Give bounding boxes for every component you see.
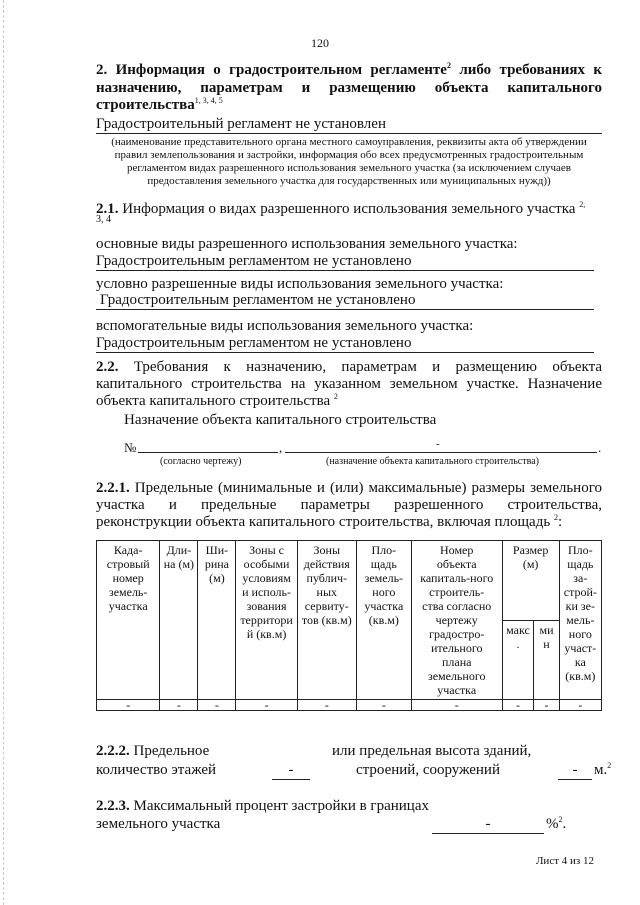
purpose-end: .: [598, 440, 602, 455]
table-header-row: [97, 541, 602, 621]
binding-margin: [3, 0, 18, 905]
section-2-2-1-line-1: 2.2.1. Предельные (минимальные и (или) максимальные) размеры земельного: [96, 480, 602, 496]
table-cell: -: [198, 700, 236, 711]
height-value: -: [558, 762, 592, 780]
building-percent-value: -: [432, 816, 544, 834]
section-2-2-2-mid-2: строений, сооружений: [356, 762, 500, 778]
section-2-title-line-3: строительства$^{1, 3, 4, 5}$: [96, 96, 223, 113]
section-2-1-title: 2.1. Информация о видах разрешенного использования земельного участка $^{2,}$: [96, 200, 586, 217]
table-cell: -: [502, 700, 534, 711]
regulation-value: Градостроительный регламент не установлен: [96, 116, 602, 134]
sheet-footer: Лист 4 из 12: [535, 855, 594, 867]
header-zones-easement: Зоны действия публич- ных сервиту- тов (кв.м): [297, 541, 356, 700]
header-size: Размер (м): [502, 541, 559, 621]
parameters-table: [96, 540, 602, 711]
section-2-2-2-mid-1: или предельная высота зданий,: [332, 743, 532, 759]
section-2-2-text: 2.2. Требования к назначению, параметрам и размещению объекта капитального строительства на указанном земельном участке. Назначение объекта капитального строительства $^2$: [96, 359, 602, 409]
header-length: Дли- на (м): [160, 541, 198, 700]
purpose-dash: -: [436, 438, 440, 450]
header-cadastral: Када- стровый номер земель- участка: [97, 541, 160, 700]
drawing-number-line: [138, 452, 278, 453]
section-2-2-3-label-2: земельного участка: [96, 816, 221, 832]
height-unit: м.$^2$: [594, 761, 612, 778]
table-cell: -: [97, 700, 160, 711]
header-width: Ши- рина (м): [198, 541, 236, 700]
table-cell: -: [236, 700, 297, 711]
caption-purpose: (назначение объекта капитального строительства): [326, 456, 539, 467]
table-cell: -: [356, 700, 411, 711]
section-2-title-line-2: назначению, параметрам и размещению объекта капитального: [96, 80, 602, 96]
section-2-title-line-1: 2. Информация о градостроительном регламенте$^2$ либо требованиях к: [96, 61, 603, 78]
table-cell: -: [534, 700, 559, 711]
header-zones-special: Зоны с особыми условиям и исполь- зования территори й (кв.м): [236, 541, 297, 700]
floors-value: -: [272, 762, 310, 780]
purpose-line: [285, 452, 597, 453]
regulation-note: (наименование представительного органа местного самоуправления, реквизиты акта об утверждении правил землепользования и застройки, информация обо всех предусмотренных градостроительным регламентом видах разрешенного использования земельного участка (за исключением случаев предоставления земельного участка для государственных или муниципальных нужд)): [111, 136, 587, 187]
main-uses-value: Градостроительным регламентом не установлено: [96, 253, 594, 271]
section-2-2-1-line-3: реконструкции объекта капитального строительства, включая площадь $^2$:: [96, 513, 563, 530]
auxiliary-uses-label: вспомогательные виды использования земельного участка:: [96, 318, 474, 334]
table-row: [97, 700, 602, 711]
header-min: ми н: [534, 620, 559, 700]
auxiliary-uses-value: Градостроительным регламентом не установлено: [96, 335, 594, 353]
conditional-uses-value: Градостроительным регламентом не установлено: [96, 292, 594, 310]
page-number: 120: [311, 36, 329, 50]
header-object-number: Номер объекта капиталь-ного строитель- ства согласно чертежу градостро- ительного плана земельного участка: [411, 541, 502, 700]
table-cell: -: [160, 700, 198, 711]
section-2-2-1-line-2: участка и предельные параметры разрешенного строительства,: [96, 497, 602, 513]
header-built-area: Пло- щадь за- строй- ки зе- мель- ного участ- ка (кв.м): [559, 541, 601, 700]
header-max: макс .: [502, 620, 534, 700]
main-uses-label: основные виды разрешенного использования земельного участка:: [96, 236, 518, 252]
number-sign: №: [124, 440, 137, 455]
section-2-2-2-label-2: количество этажей: [96, 762, 217, 778]
caption-drawing: (согласно чертежу): [160, 456, 242, 467]
section-2-1-sup-cont: 3, 4: [96, 214, 111, 225]
building-percent-unit: %$^2$.: [546, 815, 567, 832]
comma: ,: [279, 440, 283, 455]
table-cell: -: [559, 700, 601, 711]
purpose-label: Назначение объекта капитального строительства: [124, 412, 437, 428]
conditional-uses-label: условно разрешенные виды использования земельного участка:: [96, 276, 504, 292]
section-2-2-3-label-1: 2.2.3. Максимальный процент застройки в границах: [96, 798, 429, 814]
header-area: Пло- щадь земель- ного участка (кв.м): [356, 541, 411, 700]
table-cell: -: [411, 700, 502, 711]
section-2-2-2-label-1: 2.2.2. Предельное: [96, 743, 210, 759]
table-cell: -: [297, 700, 356, 711]
